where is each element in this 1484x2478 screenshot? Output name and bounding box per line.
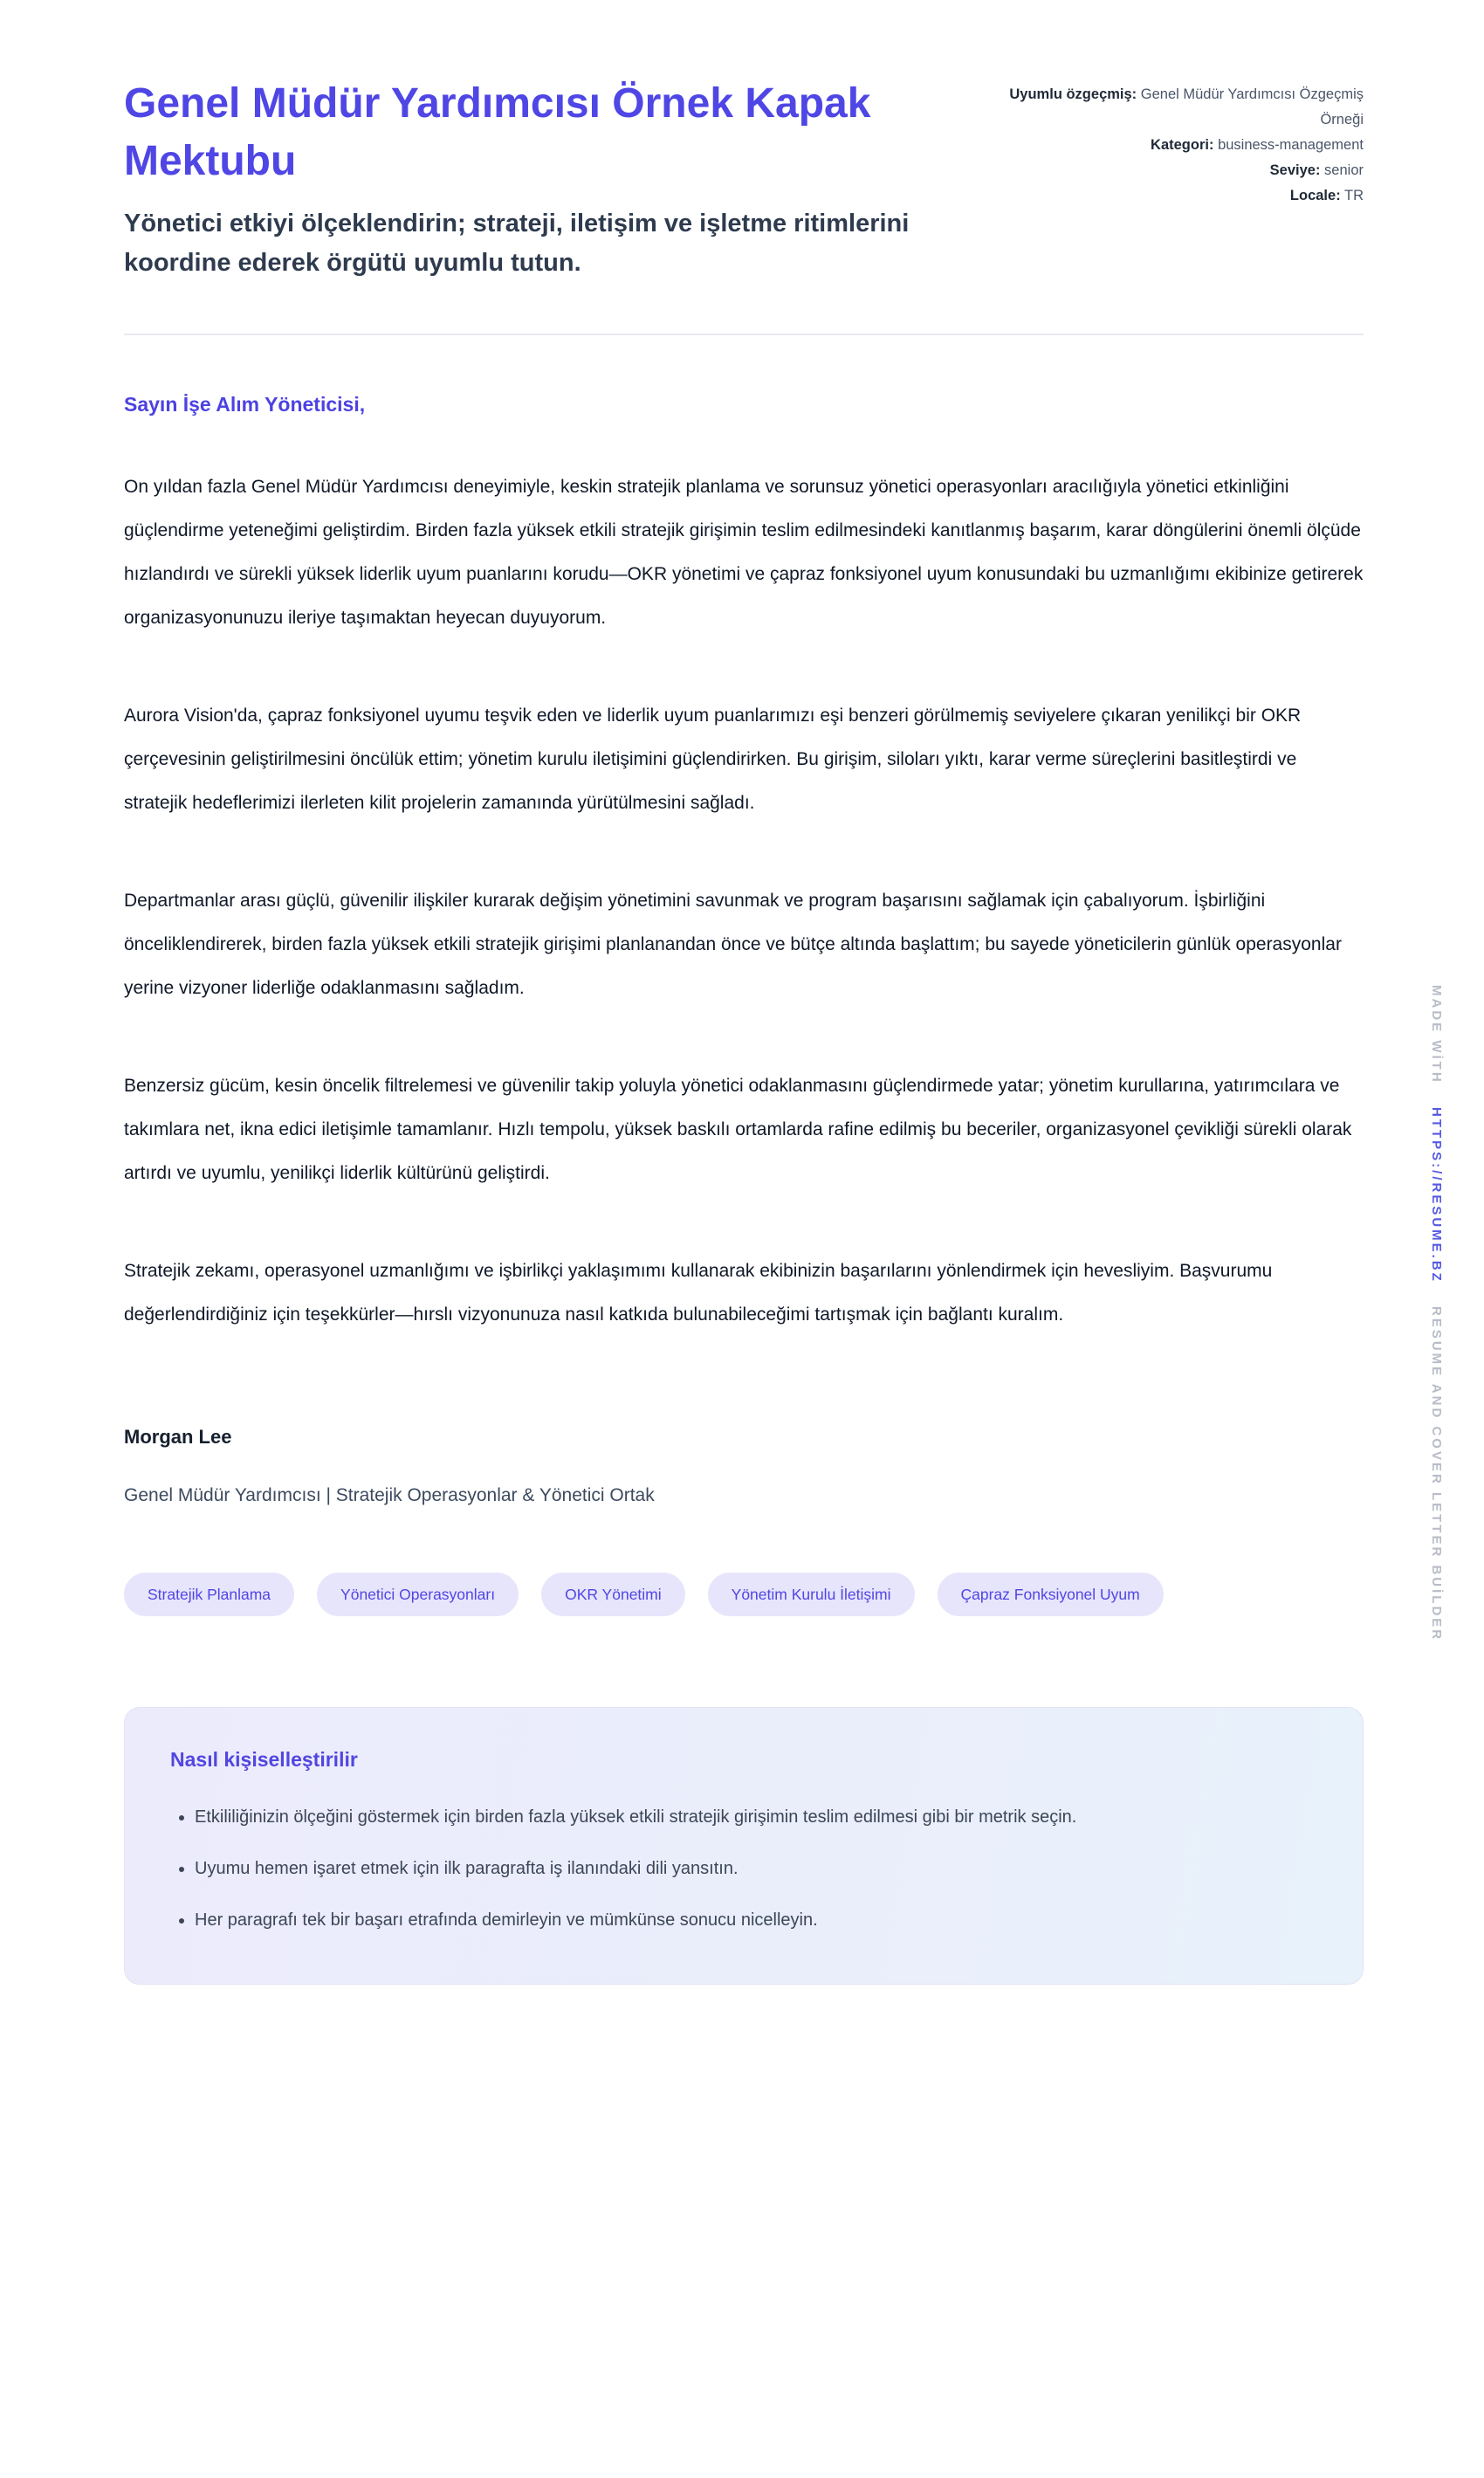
skill-tag-chip[interactable]: Stratejik Planlama <box>124 1573 294 1617</box>
resume-bz-link[interactable]: HTTPS://RESUME.BZ <box>1429 1106 1444 1284</box>
callout-bullet-list <box>170 1801 1317 1937</box>
metadata-value: Genel Müdür Yardımcısı Özgeçmiş Örneği <box>1140 86 1364 127</box>
skill-tag-chip[interactable]: Yönetici Operasyonları <box>317 1573 519 1617</box>
metadata-row <box>988 133 1364 158</box>
metadata-value: business-management <box>1218 136 1364 153</box>
header-left <box>124 75 910 283</box>
cover-letter-body <box>124 393 1364 1506</box>
resume-metadata <box>988 82 1364 208</box>
letter-paragraph: Departmanlar arası güçlü, güvenilir ilişkiler kurarak değişim yönetimini savunmak ve program başarısını sağlamak için çabalıyorum. İşbirliğini önceliklendirerek, birden fazla yüksek etkili stratejik girişimi planlanandan önce ve bütçe altında başlattım; bu sayede yöneticilerin günlük operasyonlar yerine vizyoner liderliğe odaklanmasını sağladım. <box>124 891 1342 999</box>
callout-bullet: • Uyumu hemen işaret etmek için ilk paragrafta iş ilanındaki dili yansıtın. <box>195 1853 1286 1885</box>
metadata-value: TR <box>1344 187 1364 203</box>
callout-title: Nasıl kişiselleştirilir <box>170 1748 358 1772</box>
page-title: Genel Müdür Yardımcısı Örnek Kapak Mektubu <box>124 80 871 185</box>
skill-tag-chip[interactable]: Yönetim Kurulu İletişimi <box>708 1573 915 1617</box>
skill-tag-chip[interactable]: OKR Yönetimi <box>541 1573 685 1617</box>
metadata-label: Uyumlu özgeçmiş: <box>1009 86 1137 102</box>
skill-tag-chip[interactable]: Çapraz Fonksiyonel Uyum <box>938 1573 1164 1617</box>
page-subtitle: Yönetici etkiyi ölçeklendirin; strateji, iletişim ve işletme ritimlerini koordine ederek örgütü uyumlu tutun. <box>124 210 910 278</box>
metadata-label: Seviye: <box>1269 162 1321 178</box>
letter-paragraph: On yıldan fazla Genel Müdür Yardımcısı deneyimiyle, keskin stratejik planlama ve sorunsuz yönetici operasyonları aracılığıyla yönetici etkinliğini güçlendirme yeteneğimi geliştirdim. Birden fazla yüksek etkili stratejik girişimin teslim edilmesindeki kanıtlanmış başarım, karar döngülerini önemli ölçüde hızlandırdı ve sürekli yüksek liderlik uyum puanlarını korudu—OKR yönetimi ve çapraz fonksiyonel uyum konusundaki bu uzmanlığımı ekibinize getirerek organizasyonunuzu ileriye taşımaktan heyecan duyuyorum. <box>124 477 1364 629</box>
metadata-label: Kategori: <box>1151 136 1214 153</box>
letter-greeting: Sayın İşe Alım Yöneticisi, <box>124 393 366 416</box>
letter-paragraph: Stratejik zekamı, operasyonel uzmanlığımı ve işbirlikçi yaklaşımımı kullanarak ekibinizin başarılarını yönlendirmek için hevesliyim. Başvurumu değerlendirdiğiniz için teşekkürler—hırslı vizyonunuza nasıl katkıda bulunabileceğimi tartışmak için bağlantı kuralım. <box>124 1260 1273 1325</box>
callout-bullet: • Etkililiğinizin ölçeğini göstermek için birden fazla yüksek etkili stratejik girişimin teslim edilmesi gibi bir metrik seçin. <box>195 1801 1286 1834</box>
made-with-watermark <box>1429 985 1444 1642</box>
metadata-row <box>988 183 1364 209</box>
metadata-label: Locale: <box>1289 187 1341 203</box>
letter-paragraphs <box>124 465 1364 1337</box>
metadata-row <box>988 82 1364 133</box>
watermark-prefix: MADE WİTH <box>1429 985 1444 1084</box>
signature-name: Morgan Lee <box>124 1425 232 1448</box>
header-divider <box>124 334 1364 335</box>
skill-tags <box>124 1573 1171 1617</box>
letter-paragraph: Aurora Vision'da, çapraz fonksiyonel uyumu teşvik eden ve liderlik uyum puanlarımızı eşi benzeri görülmemiş seviyelere çıkaran yenilikçi bir OKR çerçevesinin geliştirilmesini öncülük ettim; yönetim kurulu iletişimini güçlendirirken. Bu girişim, siloları yıktı, karar verme süreçlerini basitleştirdi ve stratejik hedeflerimizi ilerleten kilit projelerin zamanında yürütülmesini sağladı. <box>124 706 1302 814</box>
signature-title: Genel Müdür Yardımcısı | Stratejik Operasyonlar & Yönetici Ortak <box>124 1484 655 1505</box>
watermark-suffix: RESUME AND COVER LETTER BUİLDER <box>1429 1305 1444 1642</box>
header <box>124 75 1364 283</box>
personalization-callout <box>124 1707 1364 1985</box>
callout-bullet: • Her paragrafı tek bir başarı etrafında demirleyin ve mümkünse sonucu nicelleyin. <box>195 1904 1286 1937</box>
metadata-value: senior <box>1324 162 1364 178</box>
metadata-row <box>988 158 1364 183</box>
letter-paragraph: Benzersiz gücüm, kesin öncelik filtrelemesi ve güvenilir takip yoluyla yönetici odaklanmasını güçlendirmede yatar; yönetim kurullarına, yatırımcılara ve takımlara net, ikna edici iletişimle tamamlanır. Hızlı tempolu, yüksek baskılı ortamlarda rafine edilmiş bu beceriler, organizasyonel çevikliği sürekli olarak artırdı ve uyumlu, yenilikçi liderlik kültürünü geliştirdi. <box>124 1076 1352 1183</box>
